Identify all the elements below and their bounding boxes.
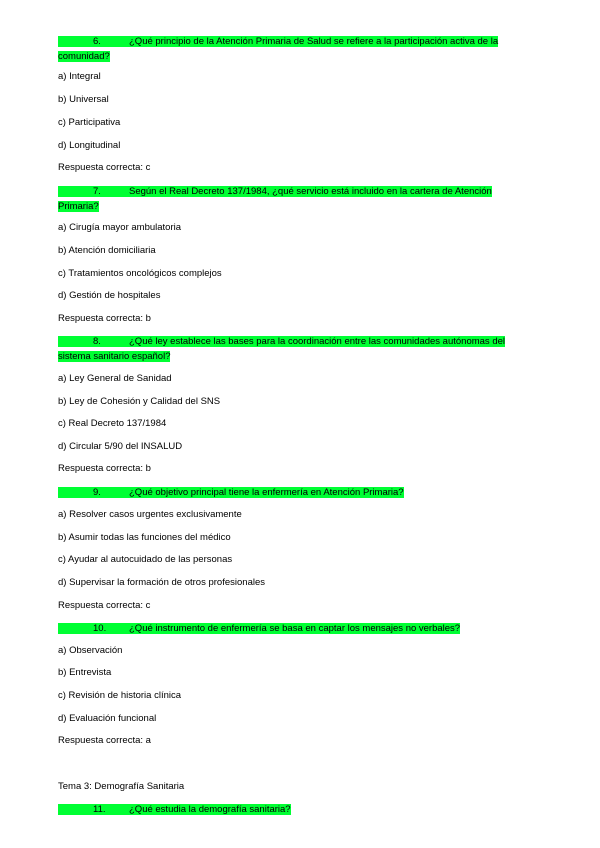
question-10	[58, 621, 528, 636]
question-6-highlight	[58, 36, 498, 62]
option-a: a) Ley General de Sanidad	[58, 373, 172, 384]
option-a: a) Cirugía mayor ambulatoria	[58, 222, 182, 233]
question-11-highlight	[58, 804, 291, 815]
question-text: ¿Qué instrumento de enfermería se basa en captar los mensajes no verbales?	[129, 623, 461, 634]
option-d: d) Evaluación funcional	[58, 713, 157, 724]
option-a: a) Observación	[58, 645, 123, 656]
option-c: c) Real Decreto 137/1984	[58, 418, 167, 429]
question-7	[58, 184, 528, 214]
option-c: c) Participativa	[58, 117, 121, 128]
option-b: b) Atención domiciliaria	[58, 245, 156, 256]
option-b: b) Universal	[58, 94, 109, 105]
question-number: 8.	[93, 336, 101, 347]
question-text: Según el Real Decreto 137/1984, ¿qué servicio está incluido en la cartera de Atención Primaria?	[58, 186, 492, 212]
option-d: d) Gestión de hospitales	[58, 290, 161, 301]
option-b: b) Ley de Cohesión y Calidad del SNS	[58, 396, 221, 407]
question-8-highlight	[58, 336, 505, 362]
question-number: 9.	[93, 487, 101, 498]
option-d: d) Longitudinal	[58, 140, 121, 151]
option-c: c) Tratamientos oncológicos complejos	[58, 268, 222, 279]
question-number: 6.	[93, 36, 101, 47]
option-b: b) Asumir todas las funciones del médico	[58, 532, 231, 543]
question-number: 11.	[93, 804, 106, 815]
question-number: 10.	[93, 623, 107, 634]
answer-line: Respuesta correcta: a	[58, 735, 151, 746]
question-text: ¿Qué estudia la demografía sanitaria?	[129, 804, 291, 815]
question-7-highlight	[58, 186, 492, 212]
question-6	[58, 34, 528, 64]
answer-line: Respuesta correcta: c	[58, 162, 151, 173]
answer-line: Respuesta correcta: b	[58, 313, 151, 324]
question-number: 7.	[93, 186, 101, 197]
question-text: ¿Qué objetivo principal tiene la enfermería en Atención Primaria?	[129, 487, 404, 498]
option-b: b) Entrevista	[58, 667, 112, 678]
option-a: a) Integral	[58, 71, 101, 82]
question-10-highlight	[58, 623, 460, 634]
question-text: ¿Qué ley establece las bases para la coordinación entre las comunidades autónomas del sistema sanitario español?	[58, 336, 506, 362]
option-a: a) Resolver casos urgentes exclusivamente	[58, 509, 242, 520]
answer-line: Respuesta correcta: b	[58, 463, 151, 474]
option-d: d) Circular 5/90 del INSALUD	[58, 441, 183, 452]
section-title: Tema 3: Demografía Sanitaria	[58, 781, 185, 792]
option-c: c) Revisión de historia clínica	[58, 690, 182, 701]
answer-line: Respuesta correcta: c	[58, 600, 151, 611]
question-11	[58, 802, 528, 817]
question-9	[58, 485, 528, 500]
question-8	[58, 334, 528, 364]
option-c: c) Ayudar al autocuidado de las personas	[58, 554, 233, 565]
question-text: ¿Qué principio de la Atención Primaria de Salud se refiere a la participación activa de la comunidad?	[58, 36, 499, 62]
option-d: d) Supervisar la formación de otros profesionales	[58, 577, 265, 588]
question-9-highlight	[58, 487, 404, 498]
